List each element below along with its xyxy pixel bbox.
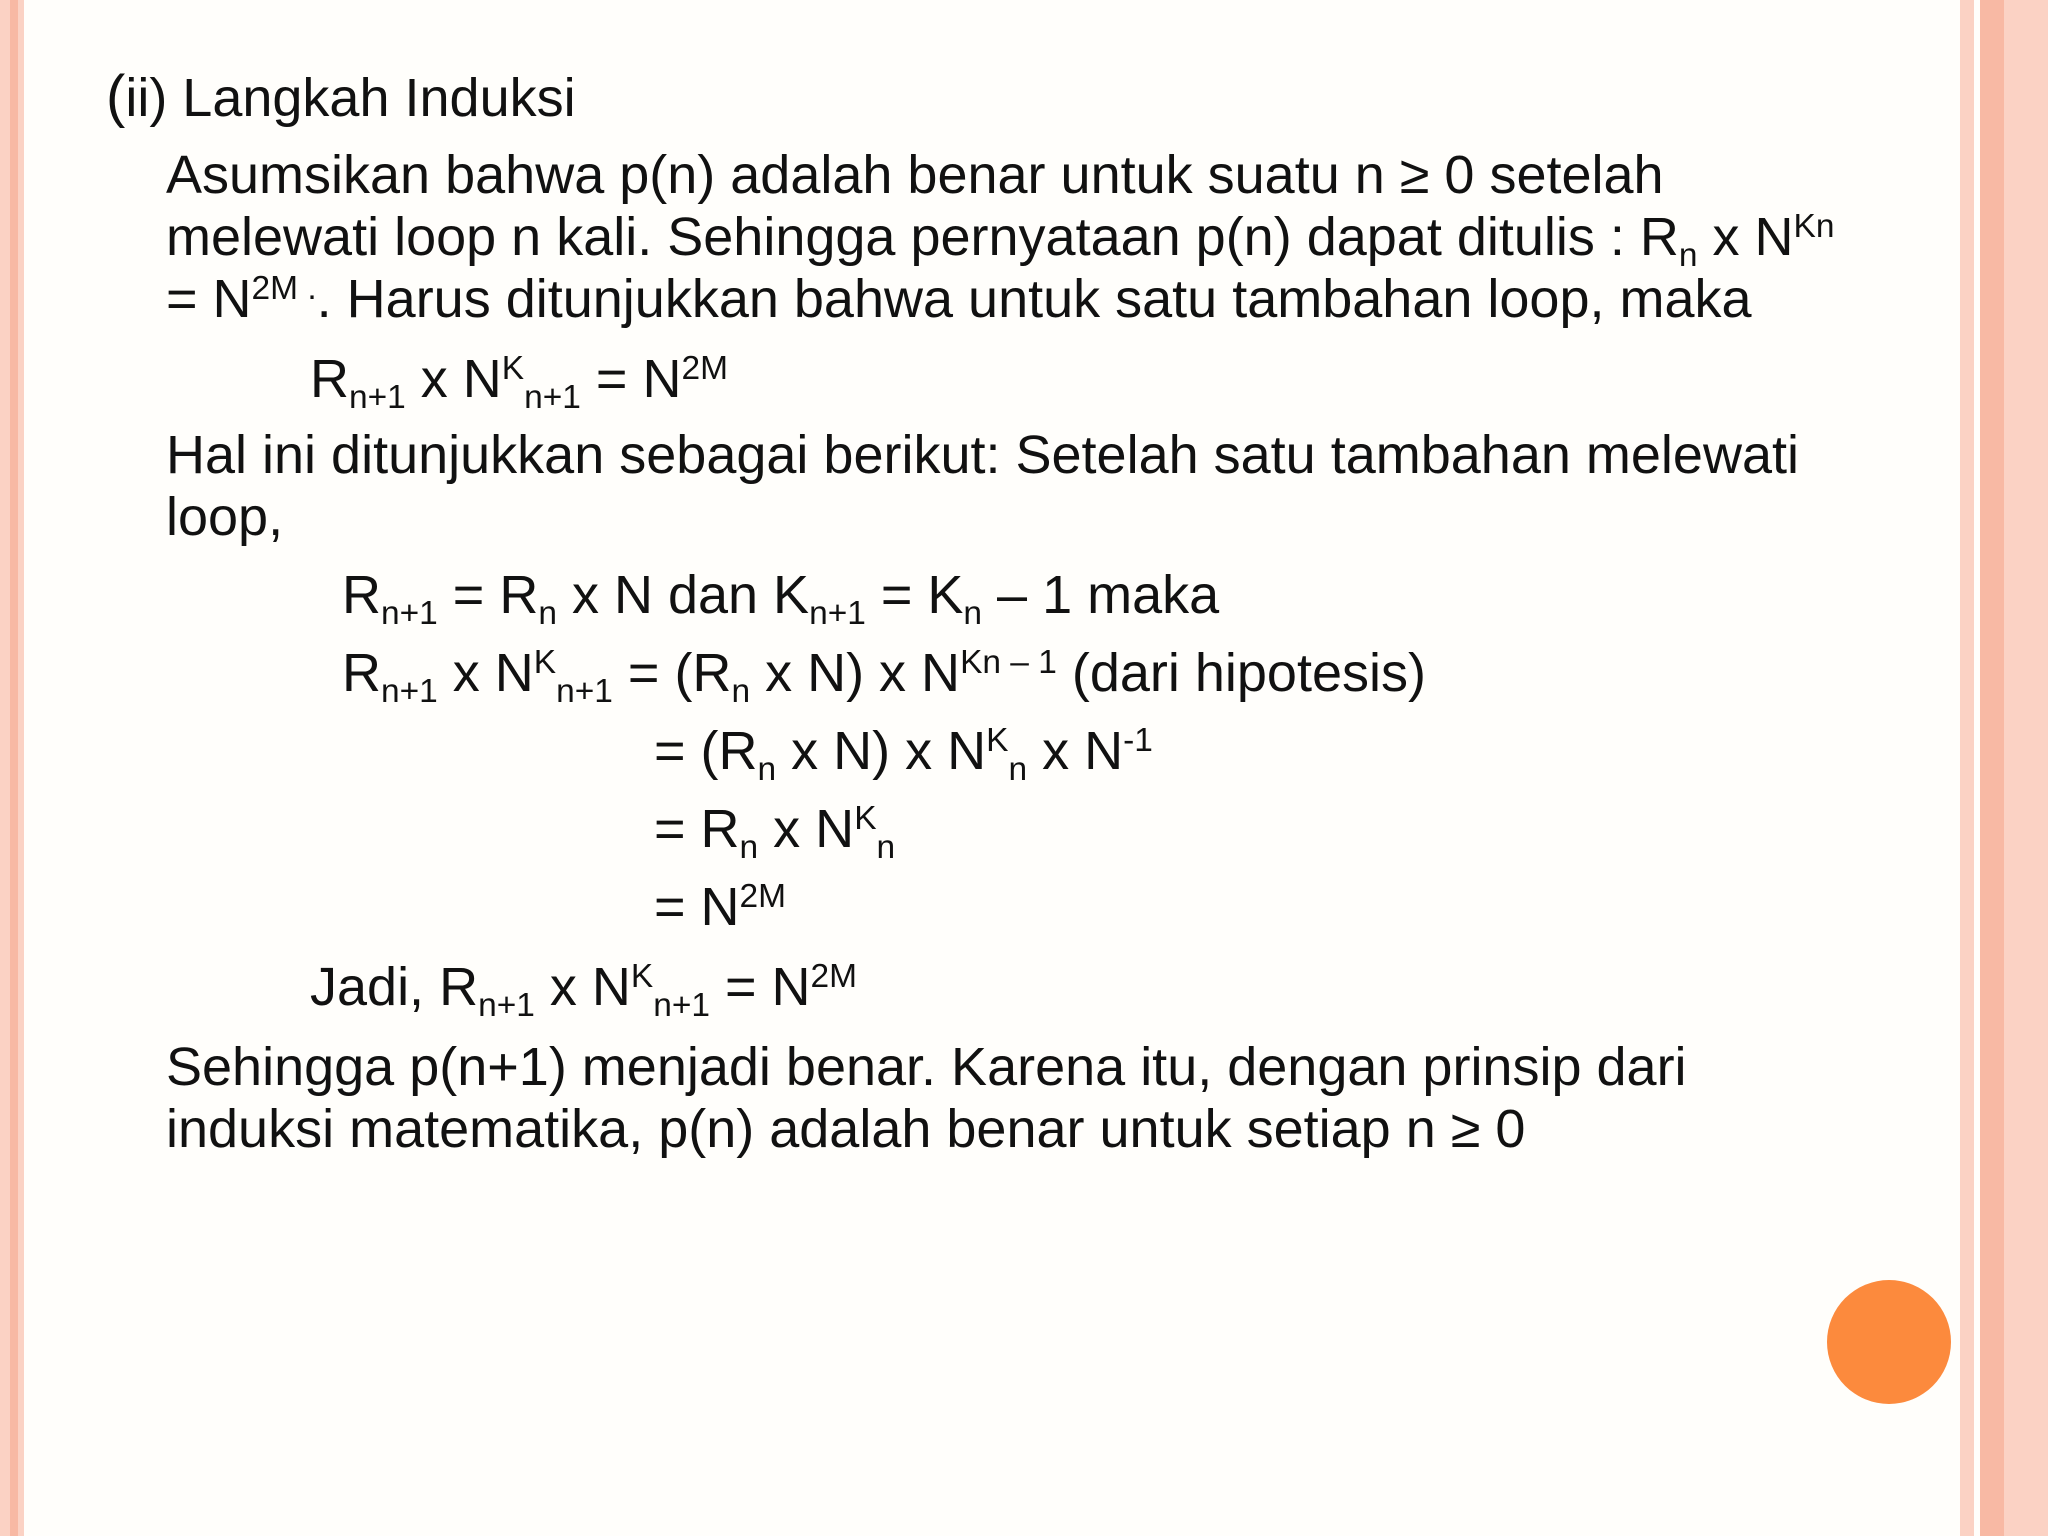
eq3-sup: Kn – 1 — [960, 643, 1057, 681]
eq1-sub: n+1 — [524, 378, 581, 416]
right-border-outer — [1980, 0, 2004, 1536]
slide-heading — [106, 66, 576, 129]
eq2-sub: n — [963, 594, 983, 632]
eq3-part: (dari hipotesis) — [1056, 643, 1426, 703]
eq1-part: x N — [405, 349, 502, 409]
eq4-sub: n — [757, 750, 777, 788]
eq3-part: R — [342, 643, 381, 703]
eq3-sup: K — [533, 643, 557, 681]
equation-derivation-4 — [654, 876, 786, 938]
eq4-sup: K — [986, 721, 1009, 759]
para2-line2-text: loop, — [166, 487, 284, 547]
eq6-part: = N — [654, 877, 740, 937]
para1-line3-text: = N — [166, 269, 252, 329]
eq7-sub: n+1 — [478, 986, 535, 1024]
eq7-sub: n+1 — [653, 986, 710, 1024]
eq5-part: x N — [758, 799, 855, 859]
eq3-part: = (R — [612, 643, 732, 703]
eq7-sup: 2M — [810, 957, 858, 995]
eq6-sup: 2M — [739, 877, 787, 915]
accent-dot — [1827, 1280, 1951, 1404]
eq3-sub: n — [731, 672, 751, 710]
para1-line1 — [166, 144, 1664, 206]
left-border-inner — [10, 0, 18, 1536]
para3-line2 — [166, 1098, 1525, 1160]
eq3-part: x N — [437, 643, 534, 703]
para3-line1-text: Sehingga p(n+1) menjadi benar. Karena itu, dengan prinsip dari — [166, 1037, 1687, 1097]
eq4-part: = (R — [654, 721, 758, 781]
para1-line3-small-dot: . — [298, 269, 317, 307]
para1-line2-text: melewati loop n kali. Sehingga pernyataan p(n) dapat ditulis : R — [166, 207, 1679, 267]
heading-paren: ( — [106, 64, 126, 129]
para1-line2-text-b: x N — [1697, 207, 1794, 267]
eq2-part: = K — [865, 565, 964, 625]
para1-line2-superscript: Kn — [1793, 207, 1835, 245]
heading-label: ii) Langkah Induksi — [125, 68, 576, 128]
right-border-edge — [2004, 0, 2048, 1536]
eq1-part: = N — [580, 349, 682, 409]
eq3-sub: n+1 — [556, 672, 613, 710]
equation-conclusion — [310, 956, 858, 1024]
eq1-sup: K — [501, 349, 525, 387]
equation-derivation-3 — [654, 798, 896, 866]
eq3-sub: n+1 — [381, 672, 438, 710]
eq4-sub: n — [1008, 750, 1028, 788]
eq7-part: = N — [709, 957, 811, 1017]
eq4-part: x N) x N — [776, 721, 987, 781]
left-border-outer — [0, 0, 10, 1536]
eq2-part: x N dan K — [556, 565, 810, 625]
eq2-sub: n — [538, 594, 557, 632]
eq2-sub: n+1 — [381, 594, 438, 632]
para1-line3 — [166, 268, 1752, 330]
para1-line1-text: Asumsikan bahwa p(n) adalah benar untuk suatu n ≥ 0 setelah — [166, 145, 1664, 205]
eq2-sub: n+1 — [809, 594, 866, 632]
para1-line2 — [166, 206, 1835, 274]
eq2-part: R — [342, 565, 381, 625]
eq5-sub: n — [876, 828, 896, 866]
para2-line1-text: Hal ini ditunjukkan sebagai berikut: Setelah satu tambahan melewati — [166, 425, 1799, 485]
eq2-part: – 1 maka — [982, 565, 1220, 625]
eq1-part: R — [310, 349, 349, 409]
eq1-sub: n+1 — [349, 378, 406, 416]
para3-line1 — [166, 1036, 1687, 1098]
left-border-edge — [18, 0, 24, 1536]
eq1-sup: 2M — [681, 349, 728, 387]
eq7-part: x N — [534, 957, 631, 1017]
eq2-part: = R — [437, 565, 539, 625]
para3-line2-text: induksi matematika, p(n) adalah benar untuk setiap n ≥ 0 — [166, 1099, 1526, 1159]
equation-claim — [310, 348, 728, 416]
eq3-part: x N) x N — [750, 643, 961, 703]
eq4-part: x N — [1027, 721, 1124, 781]
para1-line2-subscript: n — [1678, 236, 1698, 274]
equation-derivation-1 — [342, 642, 1426, 710]
eq7-part: Jadi, R — [310, 957, 479, 1017]
eq7-sup: K — [630, 957, 654, 995]
eq5-sup: K — [854, 799, 877, 837]
para1-line3-superscript: 2M — [251, 269, 299, 307]
eq5-part: = R — [654, 799, 740, 859]
equation-derivation-2 — [654, 720, 1153, 788]
para1-line3-text-b: . Harus ditunjukkan bahwa untuk satu tambahan loop, maka — [316, 269, 1752, 329]
right-border-inner — [1960, 0, 1974, 1536]
eq5-sub: n — [739, 828, 759, 866]
para2-line1 — [166, 424, 1799, 486]
para2-line2 — [166, 486, 283, 548]
equation-recurrence — [342, 564, 1220, 632]
eq4-sup: -1 — [1123, 721, 1153, 759]
